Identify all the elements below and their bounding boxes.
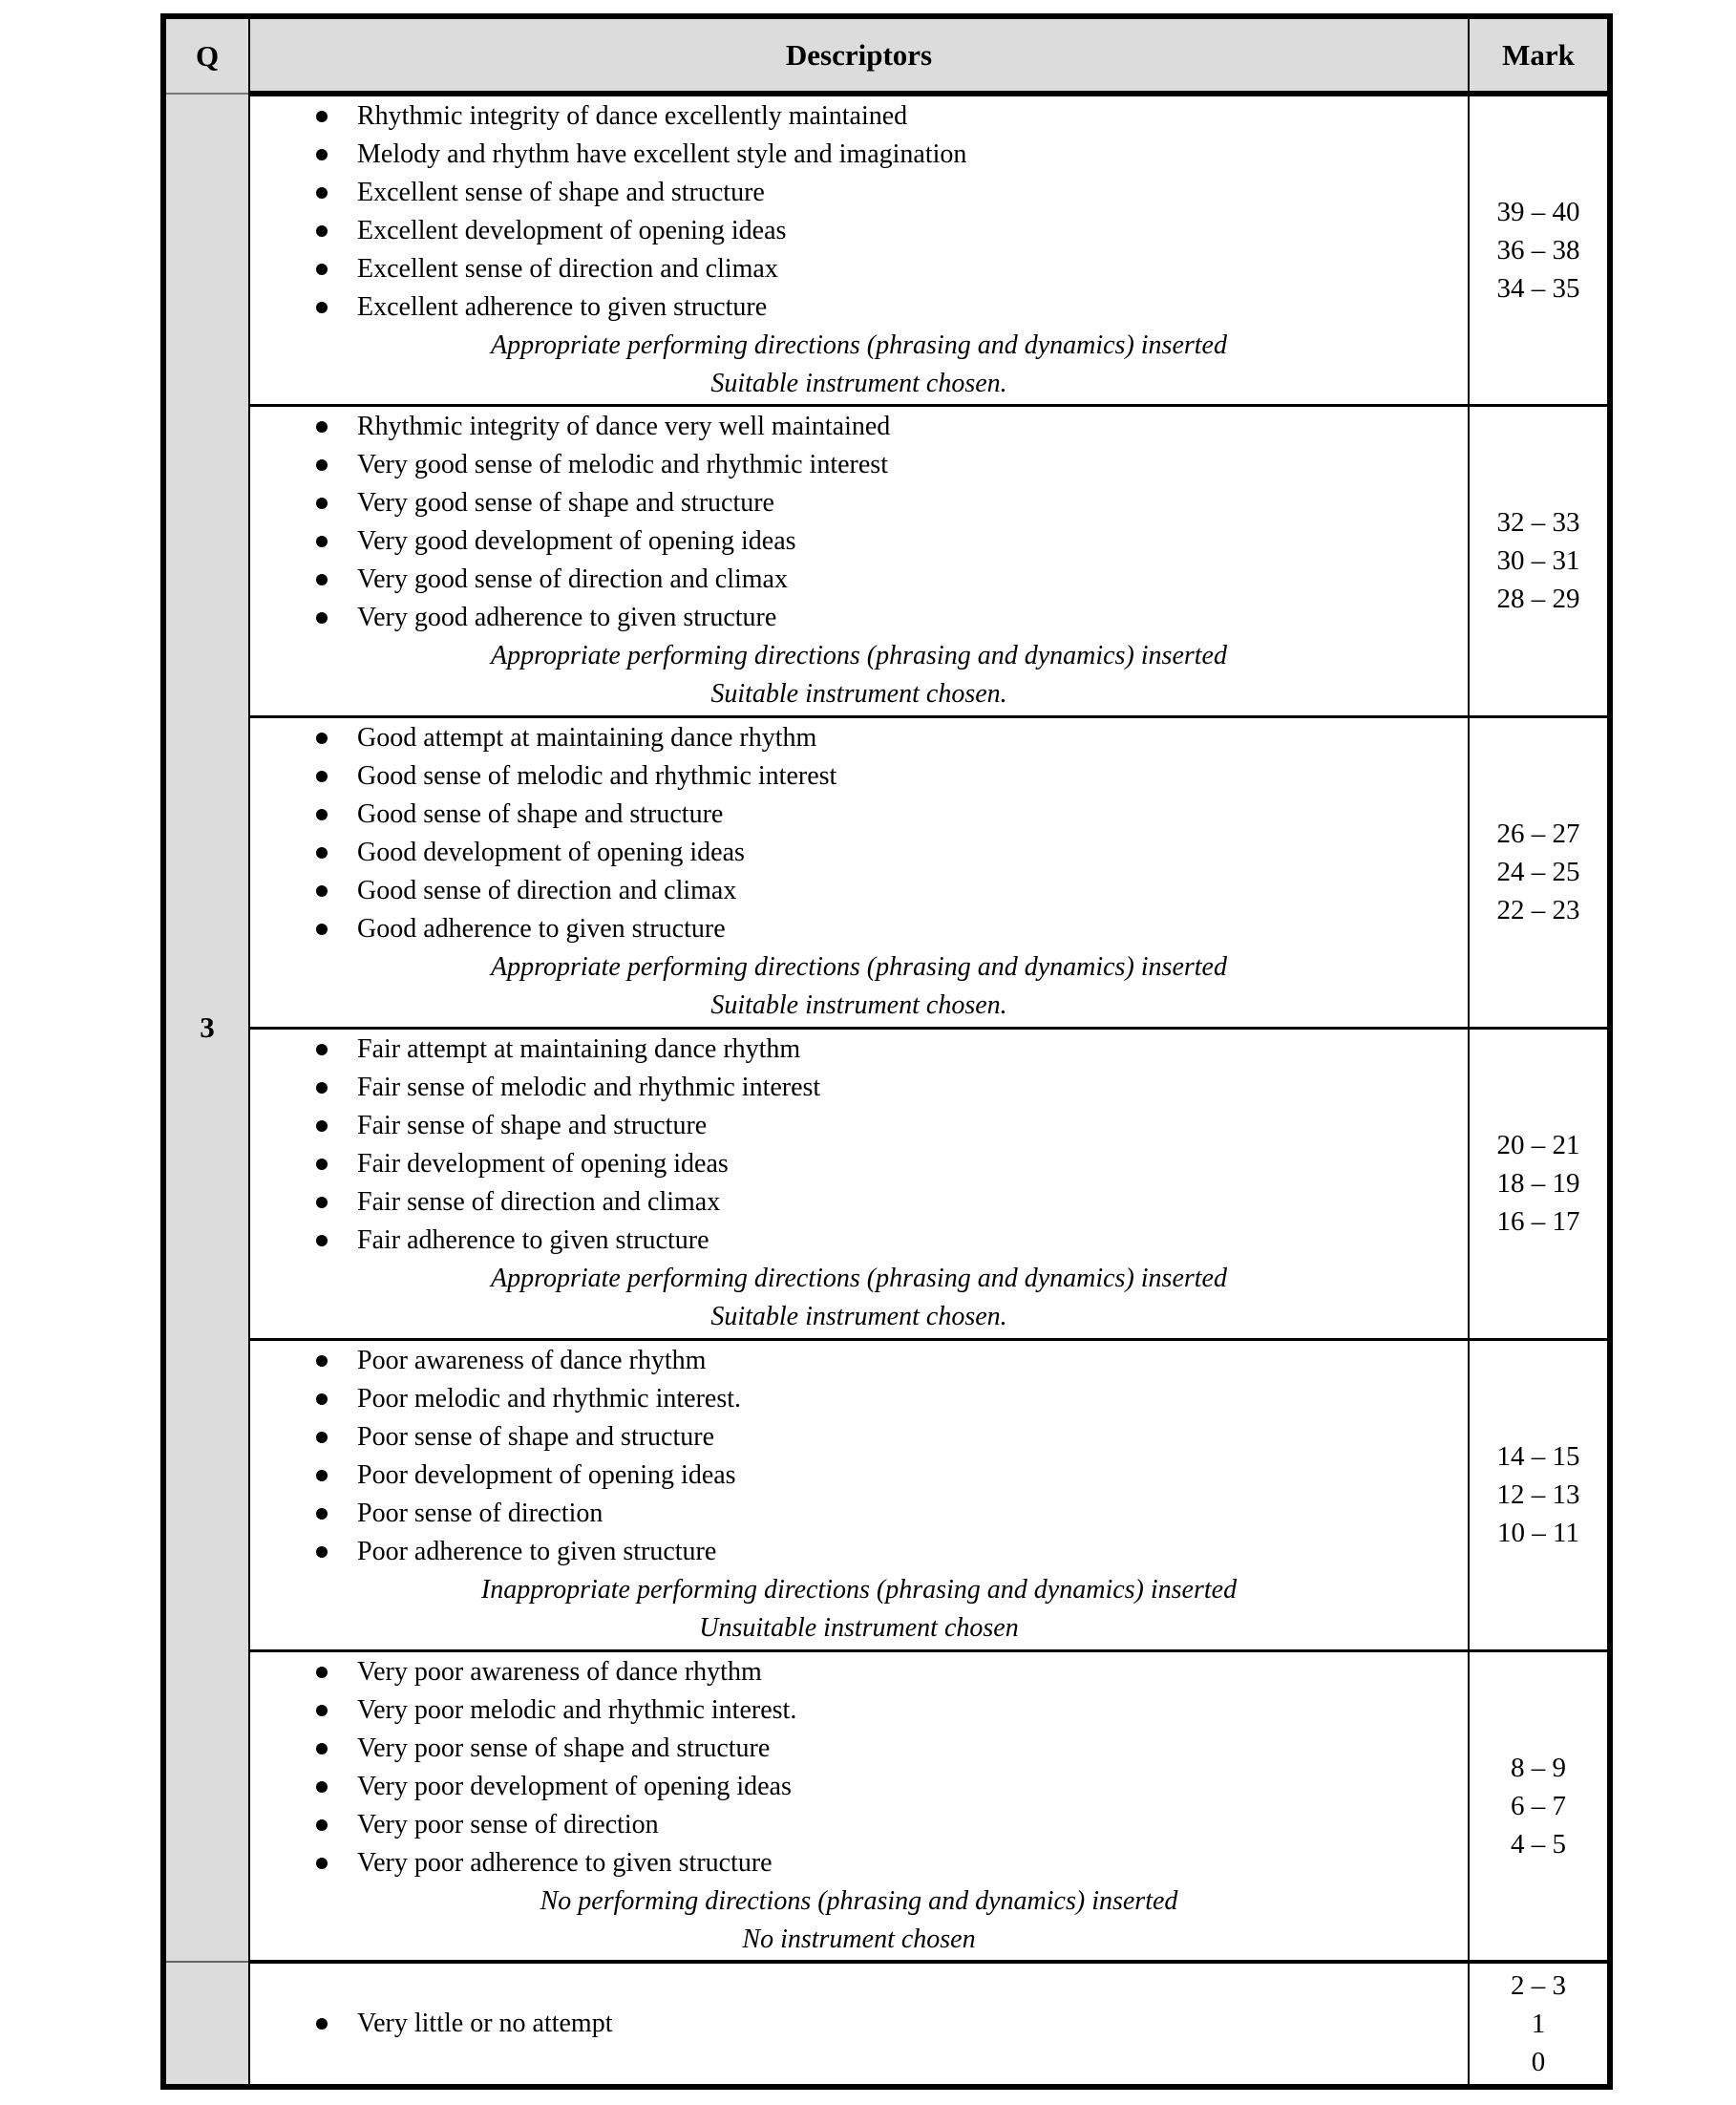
descriptor-text: Very good sense of shape and structure	[357, 488, 774, 518]
descriptors-cell	[249, 1028, 1469, 1339]
descriptor-note: Appropriate performing directions (phrasing and dynamics) inserted	[491, 330, 1227, 360]
bullet-icon	[316, 1120, 328, 1132]
bullet-icon	[316, 924, 328, 935]
descriptor-note: Appropriate performing directions (phrasing and dynamics) inserted	[491, 1264, 1227, 1293]
descriptor-text: Fair sense of direction and climax	[357, 1187, 721, 1217]
mark-cell	[1469, 1339, 1610, 1650]
mark-range: 8 – 9	[1511, 1752, 1566, 1783]
descriptor-text: Poor sense of shape and structure	[357, 1422, 715, 1452]
column-header-descriptors: Descriptors	[249, 16, 1469, 94]
mark-range: 14 – 15	[1496, 1441, 1580, 1472]
question-number-cell-empty	[163, 1962, 249, 2087]
descriptor-text: Poor development of opening ideas	[357, 1460, 736, 1490]
mark-cell	[1469, 1028, 1610, 1339]
descriptor-item	[250, 1730, 1468, 1768]
descriptor-item	[250, 1107, 1468, 1145]
descriptor-item	[250, 1768, 1468, 1806]
descriptor-text: Very good sense of melodic and rhythmic interest	[357, 450, 888, 479]
descriptor-text: Fair sense of melodic and rhythmic interest	[357, 1073, 821, 1102]
descriptor-item	[250, 561, 1468, 599]
mark-range: 30 – 31	[1496, 545, 1580, 576]
bullet-icon	[316, 459, 328, 471]
bullet-icon	[316, 264, 328, 275]
mark-range: 2 – 3	[1511, 1970, 1566, 2001]
bullet-icon	[316, 498, 328, 509]
descriptor-text: Excellent sense of direction and climax	[357, 253, 778, 284]
mark-range: 28 – 29	[1496, 584, 1580, 614]
descriptor-item	[250, 910, 1468, 948]
descriptor-item	[250, 757, 1468, 796]
descriptor-item	[250, 1653, 1468, 1691]
descriptor-item	[250, 484, 1468, 522]
column-header-mark: Mark	[1469, 16, 1610, 94]
bullet-icon	[316, 1355, 328, 1367]
descriptor-text: Fair sense of shape and structure	[357, 1111, 708, 1140]
descriptor-item	[250, 97, 1468, 136]
bullet-icon	[316, 1743, 328, 1754]
band-row-fair	[163, 1028, 1610, 1339]
mark-range: 16 – 17	[1496, 1206, 1580, 1237]
descriptor-text: Very little or no attempt	[357, 2009, 613, 2038]
band-row-very-poor	[163, 1650, 1610, 1962]
descriptor-text: Good sense of melodic and rhythmic interest	[357, 761, 837, 791]
bullet-icon	[316, 1432, 328, 1443]
descriptor-note: No instrument chosen	[742, 1924, 976, 1954]
descriptors-cell	[249, 405, 1469, 716]
descriptor-text: Good adherence to given structure	[357, 914, 726, 944]
mark-range: 39 – 40	[1496, 196, 1580, 227]
mark-range: 22 – 23	[1496, 895, 1580, 925]
descriptor-item	[250, 1495, 1468, 1533]
descriptor-note: Inappropriate performing directions (phrasing and dynamics) inserted	[480, 1575, 1238, 1605]
mark-range: 0	[1531, 2047, 1546, 2077]
bullet-icon	[316, 1470, 328, 1481]
descriptors-cell	[249, 94, 1469, 405]
descriptor-text: Excellent development of opening ideas	[357, 215, 787, 245]
descriptor-note: Suitable instrument chosen.	[710, 368, 1007, 398]
band-row-no-attempt	[163, 1962, 1610, 2087]
band-row-very-good	[163, 405, 1610, 716]
bullet-icon	[316, 771, 328, 782]
descriptor-item	[250, 2005, 1468, 2043]
bullet-icon	[316, 302, 328, 313]
descriptor-text: Very good sense of direction and climax	[357, 564, 788, 594]
band-row-good	[163, 716, 1610, 1028]
descriptor-text: Poor melodic and rhythmic interest.	[357, 1384, 742, 1414]
descriptors-cell	[249, 1650, 1469, 1962]
descriptor-text: Good development of opening ideas	[357, 838, 745, 867]
bullet-icon	[316, 421, 328, 433]
descriptor-item	[250, 1418, 1468, 1456]
bullet-icon	[316, 111, 328, 122]
descriptor-text: Excellent sense of shape and structure	[357, 177, 765, 207]
descriptor-text: Very poor awareness of dance rhythm	[357, 1656, 762, 1687]
mark-scheme-table	[160, 13, 1613, 2090]
bullet-icon	[316, 1159, 328, 1170]
bullet-icon	[316, 612, 328, 624]
descriptors-cell	[249, 1339, 1469, 1650]
band-row-excellent	[163, 94, 1610, 405]
descriptor-text: Fair development of opening ideas	[357, 1149, 729, 1179]
descriptor-item	[250, 719, 1468, 757]
mark-range: 10 – 11	[1497, 1518, 1579, 1548]
bullet-icon	[316, 847, 328, 859]
descriptor-item	[250, 872, 1468, 910]
descriptor-item	[250, 136, 1468, 174]
descriptor-item	[250, 1342, 1468, 1380]
descriptor-item	[250, 1222, 1468, 1260]
mark-range: 26 – 27	[1496, 819, 1580, 849]
descriptor-text: Poor sense of direction	[357, 1499, 603, 1528]
mark-range: 36 – 38	[1496, 234, 1580, 266]
descriptor-item	[250, 1145, 1468, 1183]
bullet-icon	[316, 1082, 328, 1094]
descriptor-item	[250, 522, 1468, 561]
mark-range: 34 – 35	[1496, 272, 1580, 304]
bullet-icon	[316, 885, 328, 897]
descriptor-item	[250, 1380, 1468, 1418]
descriptor-text: Fair attempt at maintaining dance rhythm	[357, 1034, 801, 1064]
descriptor-text: Melody and rhythm have excellent style and imagination	[357, 138, 967, 169]
descriptor-note: Unsuitable instrument chosen	[699, 1613, 1019, 1643]
descriptor-item	[250, 1069, 1468, 1107]
bullet-icon	[316, 2018, 328, 2030]
mark-range: 24 – 25	[1496, 857, 1580, 887]
descriptor-text: Good sense of direction and climax	[357, 876, 737, 905]
descriptor-note: Suitable instrument chosen.	[710, 990, 1007, 1020]
descriptor-item	[250, 1533, 1468, 1571]
band-row-poor	[163, 1339, 1610, 1650]
descriptor-item	[250, 250, 1468, 288]
bullet-icon	[316, 1235, 328, 1246]
descriptor-text: Fair adherence to given structure	[357, 1225, 709, 1255]
descriptor-item	[250, 796, 1468, 834]
descriptor-item	[250, 446, 1468, 484]
bullet-icon	[316, 1705, 328, 1716]
descriptor-text: Very poor melodic and rhythmic interest.	[357, 1694, 797, 1725]
mark-cell	[1469, 716, 1610, 1028]
descriptor-text: Excellent adherence to given structure	[357, 291, 768, 322]
mark-cell	[1469, 1650, 1610, 1962]
mark-cell	[1469, 405, 1610, 716]
bullet-icon	[316, 187, 328, 199]
descriptors-cell	[249, 716, 1469, 1028]
descriptor-text: Very poor adherence to given structure	[357, 1847, 773, 1878]
descriptor-text: Very poor development of opening ideas	[357, 1771, 792, 1801]
descriptor-note: Appropriate performing directions (phrasing and dynamics) inserted	[491, 641, 1227, 670]
descriptor-text: Good attempt at maintaining dance rhythm	[357, 723, 817, 753]
bullet-icon	[316, 733, 328, 744]
descriptor-text: Poor awareness of dance rhythm	[357, 1346, 707, 1375]
bullet-icon	[316, 574, 328, 585]
descriptor-text: Rhythmic integrity of dance very well maintained	[357, 412, 891, 441]
descriptor-text: Very poor sense of direction	[357, 1809, 659, 1839]
descriptor-note: Suitable instrument chosen.	[710, 679, 1007, 709]
bullet-icon	[316, 1546, 328, 1558]
bullet-icon	[316, 225, 328, 237]
mark-range: 1	[1531, 2009, 1546, 2039]
bullet-icon	[316, 1508, 328, 1520]
descriptor-text: Very good development of opening ideas	[357, 526, 796, 556]
descriptor-note: Suitable instrument chosen.	[710, 1302, 1007, 1331]
column-header-q: Q	[163, 16, 249, 94]
descriptor-item	[250, 174, 1468, 212]
descriptor-item	[250, 1031, 1468, 1069]
bullet-icon	[316, 1044, 328, 1055]
descriptor-item	[250, 1183, 1468, 1222]
bullet-icon	[316, 536, 328, 547]
bullet-icon	[316, 809, 328, 820]
bullet-icon	[316, 1781, 328, 1793]
mark-range: 6 – 7	[1511, 1790, 1566, 1821]
descriptor-note: No performing directions (phrasing and dynamics) inserted	[540, 1885, 1178, 1916]
descriptor-text: Rhythmic integrity of dance excellently maintained	[357, 100, 908, 131]
descriptor-item	[250, 834, 1468, 872]
bullet-icon	[316, 1667, 328, 1678]
bullet-icon	[316, 149, 328, 160]
descriptor-item	[250, 288, 1468, 327]
descriptor-item	[250, 1844, 1468, 1882]
question-number-cell: 3	[163, 94, 249, 1962]
bullet-icon	[316, 1197, 328, 1208]
descriptor-item	[250, 1806, 1468, 1844]
mark-range: 12 – 13	[1496, 1479, 1580, 1510]
mark-range: 4 – 5	[1511, 1828, 1566, 1860]
bullet-icon	[316, 1393, 328, 1405]
mark-range: 32 – 33	[1496, 507, 1580, 538]
descriptor-item	[250, 212, 1468, 250]
mark-range: 20 – 21	[1496, 1130, 1580, 1160]
descriptor-text: Good sense of shape and structure	[357, 799, 724, 829]
descriptor-note: Appropriate performing directions (phrasing and dynamics) inserted	[491, 952, 1227, 982]
mark-range: 18 – 19	[1496, 1168, 1580, 1199]
descriptor-item	[250, 1691, 1468, 1730]
descriptor-text: Very poor sense of shape and structure	[357, 1733, 771, 1763]
mark-cell	[1469, 1962, 1610, 2087]
descriptor-text: Very good adherence to given structure	[357, 603, 777, 632]
bullet-icon	[316, 1858, 328, 1869]
mark-cell	[1469, 94, 1610, 405]
bullet-icon	[316, 1819, 328, 1831]
descriptor-item	[250, 408, 1468, 446]
descriptors-cell	[249, 1962, 1469, 2087]
descriptor-item	[250, 599, 1468, 637]
descriptor-item	[250, 1456, 1468, 1495]
table-header-row	[163, 16, 1610, 94]
descriptor-text: Poor adherence to given structure	[357, 1537, 717, 1566]
